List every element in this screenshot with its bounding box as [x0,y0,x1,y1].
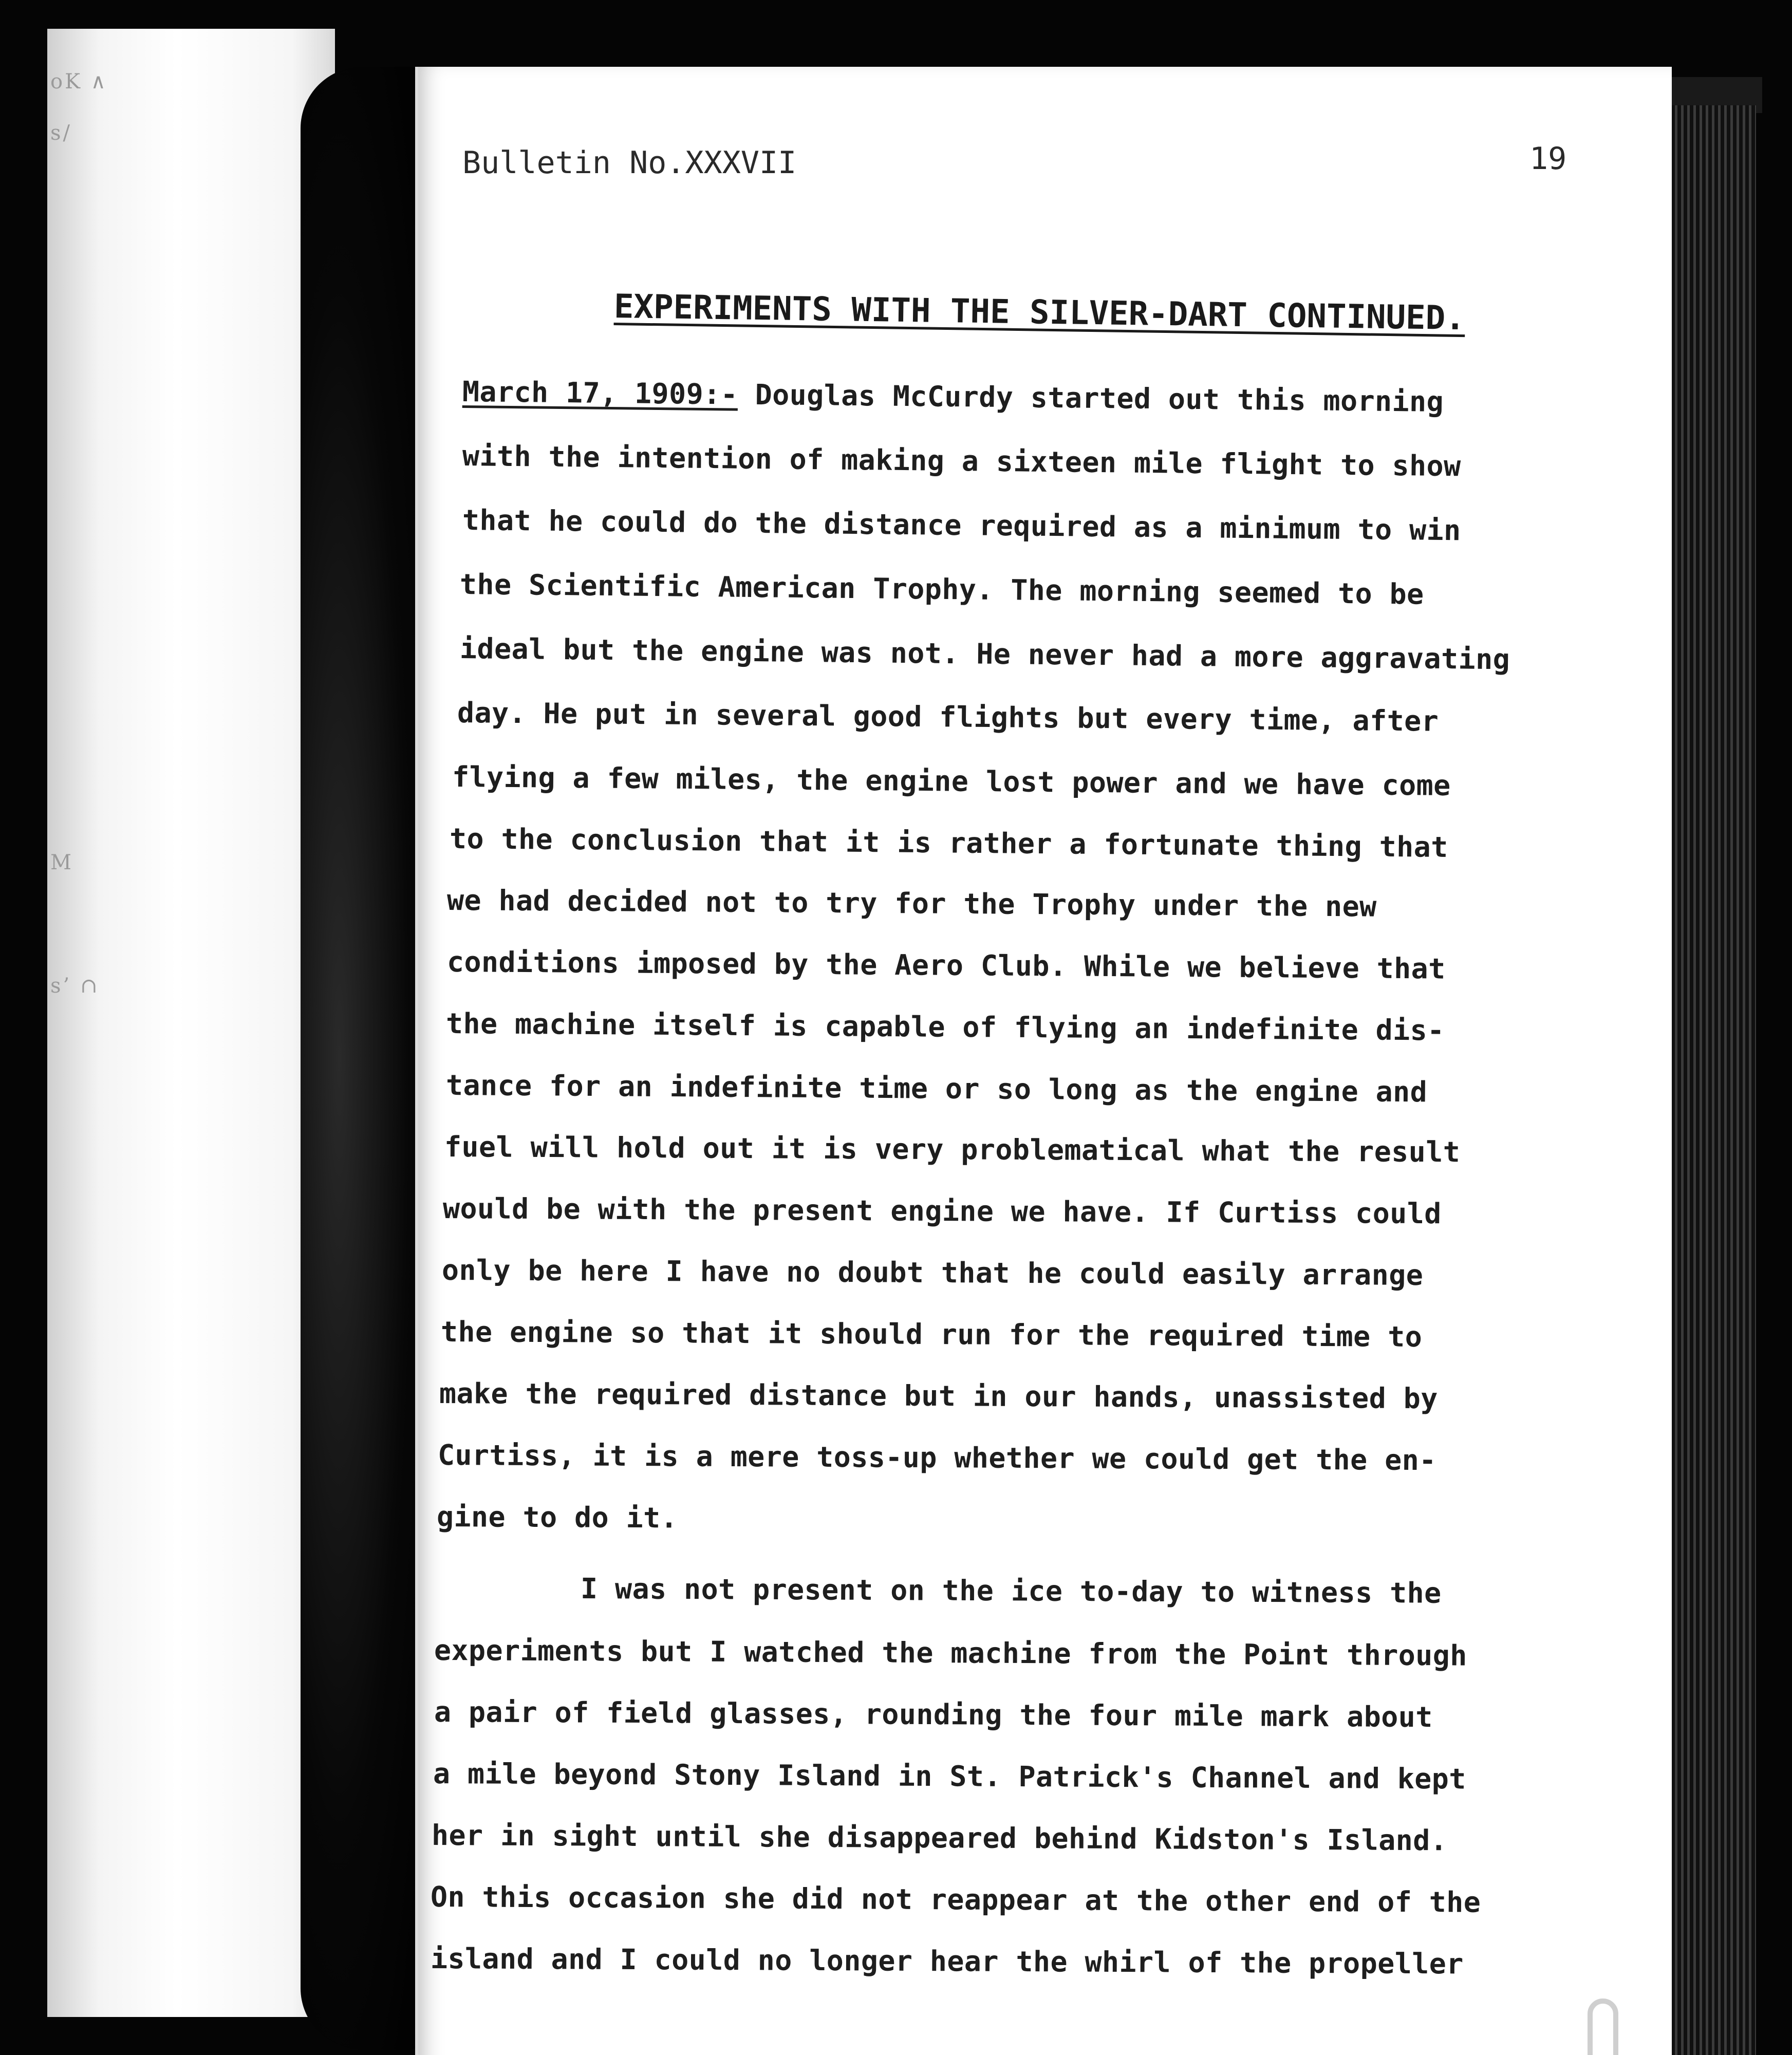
text-line: fuel will hold out it is very problematical what the result [444,1130,1461,1169]
text-line: flying a few miles, the engine lost power and we have come [452,760,1451,802]
entry-date: March 17, 1909:- [462,375,738,411]
text-line: make the required distance but in our hands, unassisted by [439,1377,1438,1415]
bleed-mark: s’ ∩ [50,974,100,998]
text-line [462,375,1444,418]
binder-clip [1588,1998,1618,2055]
text-line: On this occasion she did not reappear at the other end of the [430,1880,1481,1919]
text-line-rest: Douglas McCurdy started out this morning [737,378,1444,419]
text-line: would be with the present engine we have. If Curtiss could [442,1192,1442,1230]
text-line: gine to do it. [436,1500,678,1535]
text-line: we had decided not to try for the Trophy under the new [446,884,1377,923]
text-line: a pair of field glasses, rounding the four mile mark about [434,1695,1433,1734]
text-line: with the intention of making a sixteen mile flight to show [462,439,1461,483]
text-line: island and I could no longer hear the whirl of the propeller [430,1942,1464,1981]
section-heading: EXPERIMENTS WITH THE SILVER-DART CONTINUED. [613,288,1466,338]
text-line: experiments but I watched the machine from the Point through [434,1634,1467,1672]
text-line: day. He put in several good flights but every time, after [457,696,1439,738]
text-line: only be here I have no doubt that he could easily arrange [441,1254,1424,1292]
text-line: ideal but the engine was not. He never had a more aggravating [459,632,1510,676]
bleed-mark: s/ [50,121,72,145]
text-line: Curtiss, it is a mere toss-up whether we could get the en- [437,1438,1436,1477]
text-line: to the conclusion that it is rather a fortunate thing that [449,822,1448,864]
text-line: tance for an indefinite time or so long as the engine and [445,1069,1428,1109]
text-line: I was not present on the ice to-day to witness the [580,1572,1442,1610]
text-line: that he could do the distance required as a minimum to win [462,503,1461,547]
text-line: her in sight until she disappeared behind Kidston's Island. [431,1819,1448,1857]
page-number: 19 [1529,141,1567,177]
text-line: conditions imposed by the Aero Club. While we believe that [446,945,1446,985]
text-line: the machine itself is capable of flying an indefinite dis- [445,1007,1445,1047]
bleed-mark: M [50,851,73,874]
running-head: Bulletin No.XXXVII [462,145,797,181]
text-line: the engine so that it should run for the required time to [440,1315,1423,1354]
text-line: a mile beyond Stony Island in St. Patrick's Channel and kept [433,1757,1466,1796]
text-line: the Scientific American Trophy. The morning seemed to be [459,568,1424,611]
bleed-mark: oK ∧ [50,70,108,94]
